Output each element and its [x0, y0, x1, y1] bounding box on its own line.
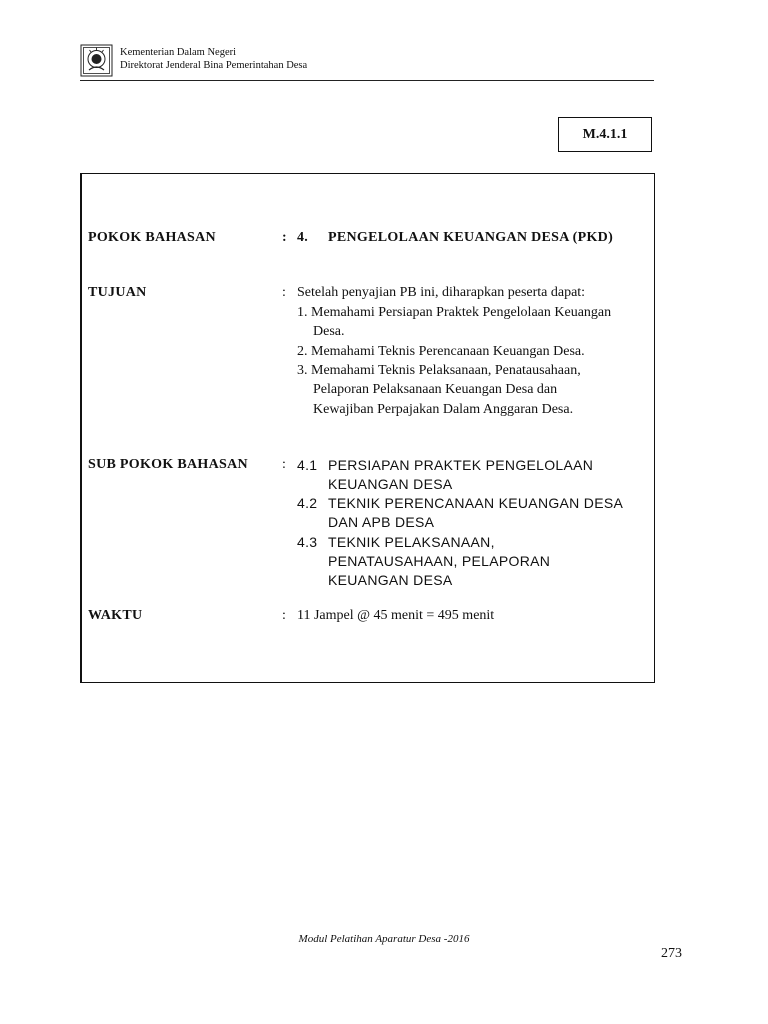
module-summary-box [80, 173, 655, 683]
tujuan-item-2: 2. Memahami Teknis Perencanaan Keuangan Desa. [297, 344, 585, 359]
pokok-bahasan-number: 4. [297, 230, 309, 245]
pokok-bahasan-colon: : [282, 230, 287, 245]
sub-item-1-number: 4.1 [297, 457, 318, 473]
ministry-emblem-icon [80, 44, 113, 77]
tujuan-label: TUJUAN [88, 285, 147, 300]
sub-item-2: TEKNIK PERENCANAAN KEUANGAN DESA [328, 495, 624, 511]
pokok-bahasan-title: PENGELOLAAN KEUANGAN DESA (PKD) [328, 230, 614, 245]
organization-name [120, 46, 307, 72]
tujuan-colon: : [282, 285, 286, 300]
sub-item-2-number: 4.2 [297, 495, 318, 511]
tujuan-intro: Setelah penyajian PB ini, diharapkan peserta dapat: [297, 285, 586, 300]
header-divider [80, 80, 654, 81]
tujuan-item-3-cont-1: Pelaporan Pelaksanaan Keuangan Desa dan [313, 382, 558, 397]
sub-item-3-cont-1: PENATAUSAHAAN, PELAPORAN [328, 553, 551, 569]
tujuan-item-1: 1. Memahami Persiapan Praktek Pengelolaan Keuangan [297, 305, 612, 320]
module-code-box [558, 117, 652, 152]
page-number: 273 [661, 946, 682, 961]
sub-item-3: TEKNIK PELAKSANAAN, [328, 534, 495, 550]
org-line-1: Kementerian Dalam Negeri [120, 47, 237, 58]
waktu-value: 11 Jampel @ 45 menit = 495 menit [297, 608, 495, 623]
sub-item-1-cont: KEUANGAN DESA [328, 476, 453, 492]
pokok-bahasan-label: POKOK BAHASAN [88, 230, 216, 245]
module-code: M.4.1.1 [582, 126, 628, 142]
waktu-label: WAKTU [88, 608, 143, 623]
sub-item-1: PERSIAPAN PRAKTEK PENGELOLAAN [328, 457, 594, 473]
sub-item-2-cont: DAN APB DESA [328, 514, 435, 530]
sub-item-3-cont-2: KEUANGAN DESA [328, 572, 453, 588]
tujuan-item-3-cont-2: Kewajiban Perpajakan Dalam Anggaran Desa. [313, 402, 574, 417]
sub-pokok-bahasan-label: SUB POKOK BAHASAN [88, 457, 248, 472]
tujuan-item-1-cont: Desa. [313, 324, 345, 339]
sub-item-3-number: 4.3 [297, 534, 318, 550]
tujuan-item-3: 3. Memahami Teknis Pelaksanaan, Penatausahaan, [297, 363, 581, 378]
footer-text: Modul Pelatihan Aparatur Desa -2016 [298, 933, 470, 945]
org-line-2: Direktorat Jenderal Bina Pemerintahan Desa [120, 60, 308, 71]
waktu-colon: : [282, 608, 286, 623]
sub-pokok-bahasan-colon: : [282, 457, 286, 472]
